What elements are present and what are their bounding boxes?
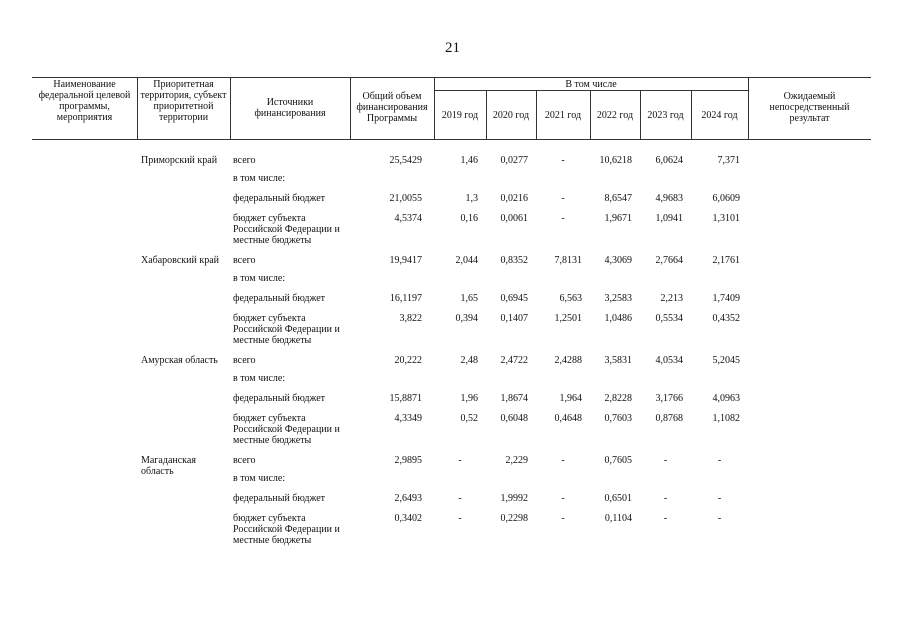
year-value: -: [561, 455, 565, 466]
year-value: -: [458, 455, 462, 466]
year-value: 0,4648: [554, 413, 582, 424]
total-value: 19,9417: [389, 255, 422, 266]
year-value: -: [561, 193, 565, 204]
year-group-rule: [434, 90, 748, 91]
year-value: 1,46: [460, 155, 478, 166]
source-label: в том числе:: [233, 173, 286, 184]
region-name: Амурская область: [141, 355, 218, 366]
year-value: -: [561, 493, 565, 504]
header-territory: Приоритетная территория, субъект приоритетной территории: [140, 79, 227, 123]
year-value: 1,2501: [554, 313, 582, 324]
header-result: Ожидаемый непосредственный результат: [769, 91, 850, 124]
year-value: 1,0486: [604, 313, 632, 324]
year-value: 0,0061: [500, 213, 528, 224]
year-value: 0,6501: [604, 493, 632, 504]
header-bottom-rule: [32, 139, 871, 140]
year-value: 0,6048: [500, 413, 528, 424]
year-value: -: [717, 513, 722, 524]
total-value: 4,3349: [394, 413, 422, 424]
year-value: 1,964: [559, 393, 582, 404]
year-value: 1,3101: [712, 213, 740, 224]
year-value: 0,394: [455, 313, 478, 324]
year-value: 1,3: [465, 193, 478, 204]
year-value: -: [717, 455, 722, 466]
source-label: в том числе:: [233, 373, 286, 384]
year-value: 0,0216: [500, 193, 528, 204]
year-value: 2,213: [660, 293, 683, 304]
year-value: 0,0277: [500, 155, 528, 166]
year-value: 2,7664: [655, 255, 683, 266]
total-value: 15,8871: [389, 393, 422, 404]
source-label: в том числе:: [233, 273, 286, 284]
year-value: 0,7605: [604, 455, 632, 466]
year-value: 1,9671: [604, 213, 632, 224]
header-col-divider: [350, 77, 351, 139]
total-value: 20,222: [394, 355, 422, 366]
year-value: 4,0963: [712, 393, 740, 404]
source-label: федеральный бюджет: [233, 193, 326, 204]
year-value: 3,5831: [604, 355, 632, 366]
source-label: бюджет субъекта Российской Федерации и местные бюджеты: [233, 213, 340, 246]
header-year: 2022 год: [596, 110, 634, 121]
total-value: 21,0055: [389, 193, 422, 204]
year-value: -: [561, 155, 565, 166]
year-value: 0,8768: [655, 413, 683, 424]
source-label: в том числе:: [233, 473, 286, 484]
header-col-divider: [230, 77, 231, 139]
year-value: 2,8228: [604, 393, 632, 404]
year-value: 2,229: [505, 455, 528, 466]
year-value: 7,8131: [554, 255, 582, 266]
header-year: 2024 год: [701, 110, 738, 121]
header-total: Общий объем финансирования Программы: [356, 91, 428, 124]
year-value: -: [458, 493, 462, 504]
year-value: 3,1766: [655, 393, 683, 404]
year-value: 1,1082: [712, 413, 740, 424]
year-value: 6,563: [559, 293, 582, 304]
total-value: 16,1197: [389, 293, 422, 304]
year-value: 0,52: [460, 413, 478, 424]
year-value: 6,0624: [655, 155, 683, 166]
year-value: 0,4352: [712, 313, 740, 324]
header-year: 2023 год: [647, 110, 684, 121]
source-label: бюджет субъекта Российской Федерации и местные бюджеты: [233, 513, 340, 546]
region-name: Хабаровский край: [141, 255, 219, 266]
total-value: 4,5374: [394, 213, 422, 224]
page-number: 21: [445, 40, 460, 56]
year-value: 1,65: [460, 293, 478, 304]
year-value: 2,044: [455, 255, 478, 266]
header-program-name: Наименование федеральной целевой программы, мероприятия: [38, 79, 131, 123]
year-value: -: [663, 513, 668, 524]
total-value: 2,9895: [394, 455, 422, 466]
year-value: 1,7409: [712, 293, 740, 304]
year-value: 2,4288: [554, 355, 582, 366]
region-name: Приморский край: [141, 155, 218, 166]
source-label: федеральный бюджет: [233, 493, 326, 504]
source-label: федеральный бюджет: [233, 293, 326, 304]
year-value: 1,8674: [500, 393, 528, 404]
total-value: 2,6493: [394, 493, 422, 504]
total-value: 3,822: [399, 313, 422, 324]
year-value: -: [561, 213, 565, 224]
year-value: 0,6945: [500, 293, 528, 304]
year-value: 0,16: [460, 213, 478, 224]
total-value: 25,5429: [389, 155, 422, 166]
year-value: 5,2045: [712, 355, 740, 366]
year-value: 2,1761: [712, 255, 740, 266]
year-value: -: [663, 455, 668, 466]
year-value: 4,9683: [655, 193, 683, 204]
year-value: 4,3069: [604, 255, 632, 266]
year-value: 4,0534: [655, 355, 683, 366]
year-value: 0,5534: [655, 313, 683, 324]
year-value: -: [663, 493, 668, 504]
year-value: 3,2583: [604, 293, 632, 304]
year-value: 8,6547: [604, 193, 632, 204]
year-value: 0,2298: [500, 513, 528, 524]
total-value: 0,3402: [394, 513, 422, 524]
header-year: 2019 год: [441, 110, 479, 121]
year-value: 2,4722: [500, 355, 528, 366]
header-year: 2020 год: [492, 110, 530, 121]
year-value: -: [717, 493, 722, 504]
year-value: 2,48: [460, 355, 478, 366]
table-top-rule: [32, 77, 871, 78]
year-value: 10,6218: [599, 155, 632, 166]
year-value: 6,0609: [712, 193, 740, 204]
source-label: всего: [233, 355, 256, 366]
year-value: 0,1407: [500, 313, 528, 324]
year-value: -: [458, 513, 462, 524]
source-label: бюджет субъекта Российской Федерации и местные бюджеты: [233, 313, 340, 346]
year-value: 0,7603: [604, 413, 632, 424]
header-year: 2021 год: [544, 110, 582, 121]
year-value: 1,9992: [500, 493, 528, 504]
year-value: 0,1104: [604, 513, 632, 524]
source-label: всего: [233, 255, 256, 266]
year-value: -: [561, 513, 565, 524]
year-value: 0,8352: [500, 255, 528, 266]
source-label: всего: [233, 155, 256, 166]
year-value: 7,371: [717, 155, 740, 166]
region-name: Магаданская область: [141, 455, 196, 477]
header-year-group: В том числе: [565, 79, 617, 90]
year-value: 1,96: [460, 393, 478, 404]
header-col-divider: [748, 77, 749, 139]
year-value: 1,0941: [655, 213, 683, 224]
source-label: бюджет субъекта Российской Федерации и местные бюджеты: [233, 413, 340, 446]
header-col-divider: [137, 77, 138, 139]
source-label: федеральный бюджет: [233, 393, 326, 404]
header-sources: Источники финансирования: [254, 97, 326, 119]
source-label: всего: [233, 455, 256, 466]
